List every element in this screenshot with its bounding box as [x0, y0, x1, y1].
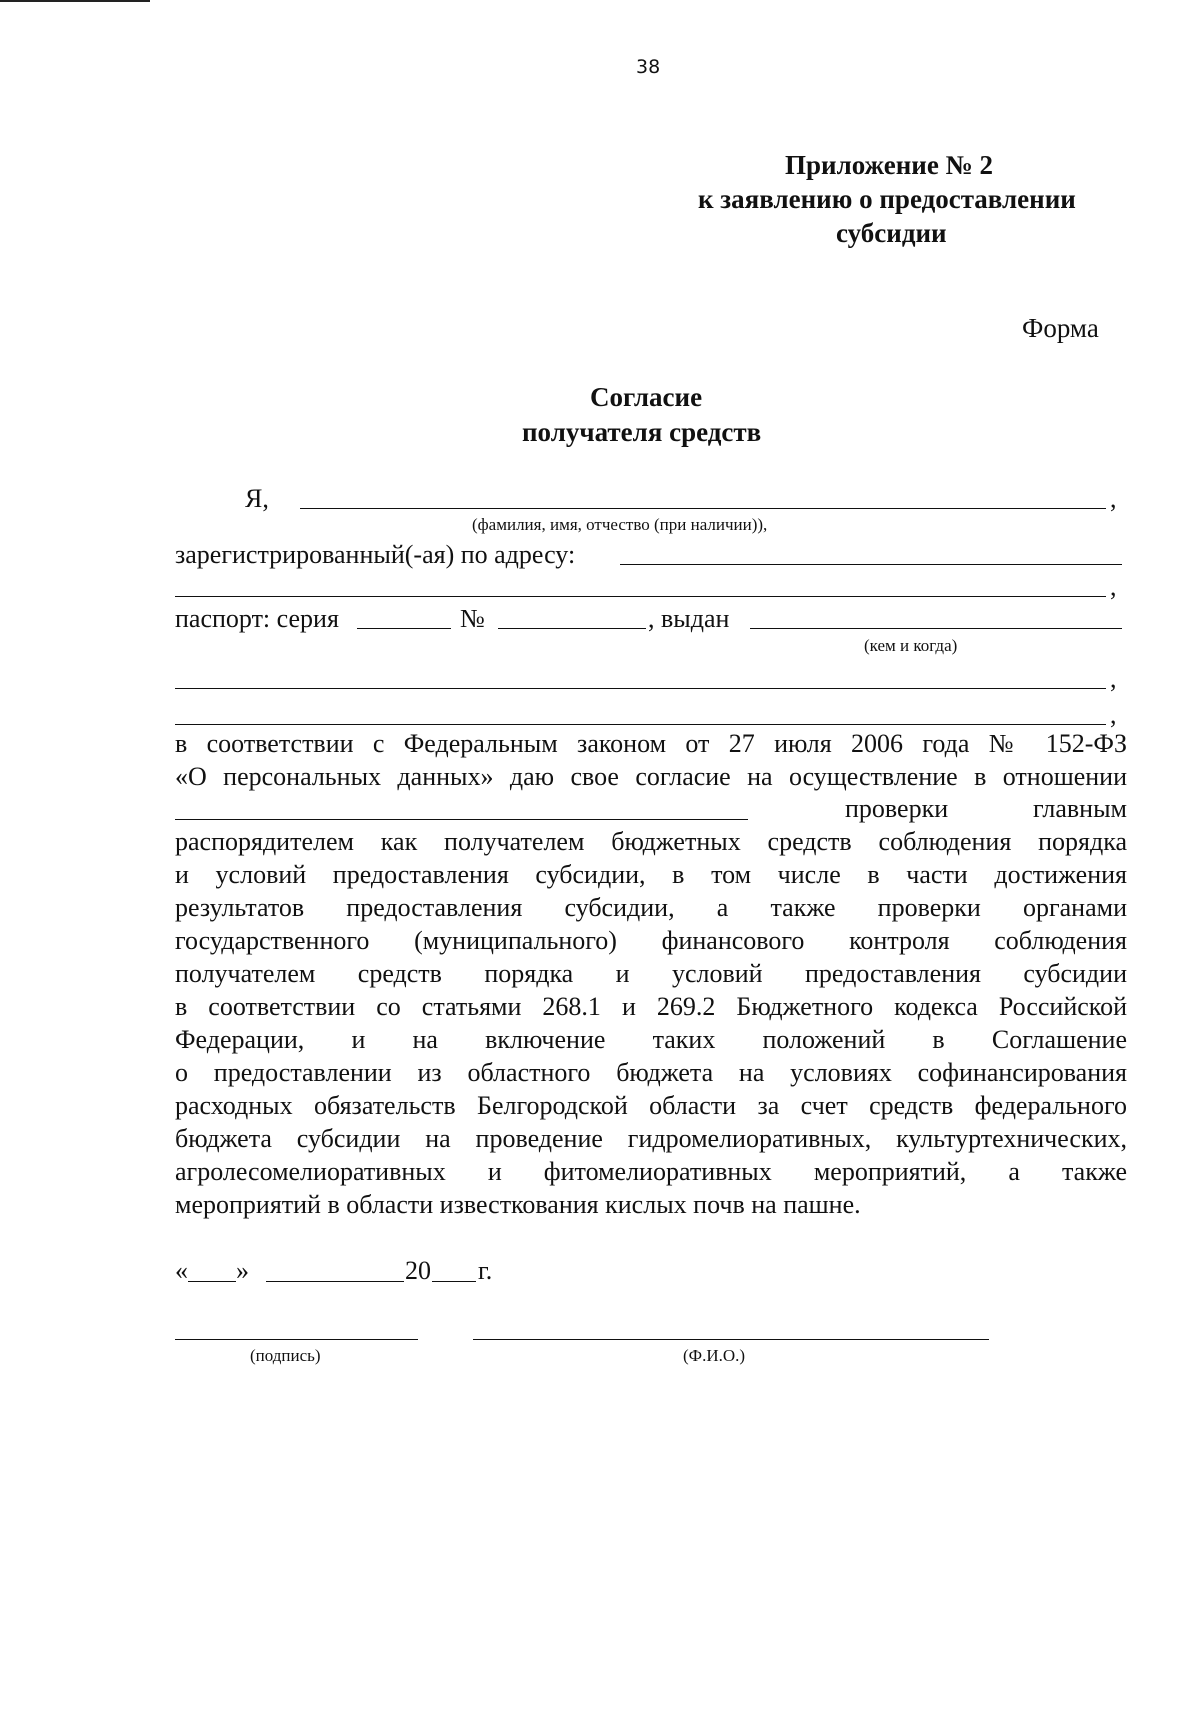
date-close-quote: »: [236, 1256, 249, 1285]
issued-by-field[interactable]: [750, 628, 1122, 629]
signature-field[interactable]: [175, 1339, 418, 1340]
date-day-field[interactable]: [188, 1281, 236, 1282]
consent-line: агролесомелиоративных и фитомелиоративных мероприятий, а также: [175, 1157, 1127, 1186]
passport-series-label: паспорт: серия: [175, 604, 339, 633]
consent-line: получателем средств порядка и условий предоставления субсидии: [175, 959, 1127, 988]
consent-line: расходных обязательств Белгородской области за счет средств федерального: [175, 1091, 1127, 1120]
consent-line: о предоставлении из областного бюджета на условиях софинансирования: [175, 1058, 1127, 1087]
consent-line-last: мероприятий в области известкования кислых почв на пашне.: [175, 1190, 861, 1219]
consent-line: и условий предоставления субсидии, в том числе в части достижения: [175, 860, 1127, 889]
i-label: Я,: [245, 484, 269, 513]
date-month-field[interactable]: [266, 1281, 404, 1282]
registered-label: зарегистрированный(-ая) по адресу:: [175, 540, 576, 569]
issued-by-field-line-2[interactable]: [175, 688, 1106, 689]
date-year-prefix: 20: [405, 1256, 431, 1285]
consent-line: Федерации, и на включение таких положений в Соглашение: [175, 1025, 1127, 1054]
issued-comma-2: ,: [1110, 700, 1117, 729]
fio-field[interactable]: [300, 508, 1106, 509]
date-open-quote: «: [175, 1256, 188, 1285]
address-field-line-2[interactable]: [175, 596, 1106, 597]
passport-number-field[interactable]: [498, 628, 646, 629]
appendix-line-1: Приложение № 2: [785, 150, 993, 180]
consent-line: в соответствии с Федеральным законом от 27 июля 2006 года № 152-ФЗ: [175, 729, 1127, 758]
issued-comma-1: ,: [1110, 664, 1117, 693]
appendix-line-3: субсидии: [836, 218, 947, 248]
document-title-line-1: Согласие: [590, 382, 703, 412]
fio-comma: ,: [1110, 484, 1117, 513]
document-title-line-2: получателя средств: [522, 417, 762, 447]
date-year-field[interactable]: [432, 1281, 476, 1282]
fio-signature-field[interactable]: [473, 1339, 989, 1340]
passport-number-label: №: [460, 604, 485, 633]
issued-caption: (кем и когда): [864, 636, 958, 655]
consent-subject-field[interactable]: [175, 819, 748, 820]
consent-blank-tail: проверки главным: [845, 794, 1127, 823]
address-field[interactable]: [620, 564, 1122, 565]
appendix-line-2: к заявлению о предоставлении: [698, 184, 1076, 214]
consent-line: распорядителем как получателем бюджетных средств соблюдения порядка: [175, 827, 1127, 856]
consent-line: в соответствии со статьями 268.1 и 269.2 Бюджетного кодекса Российской: [175, 992, 1127, 1021]
fio-caption: (фамилия, имя, отчество (при наличии)),: [472, 515, 768, 534]
issued-label: , выдан: [648, 604, 730, 633]
passport-series-field[interactable]: [357, 628, 451, 629]
signature-caption: (подпись): [250, 1346, 321, 1365]
address-comma: ,: [1110, 572, 1117, 601]
fio-signature-caption: (Ф.И.О.): [683, 1346, 746, 1365]
consent-line: государственного (муниципального) финансового контроля соблюдения: [175, 926, 1127, 955]
scan-edge-line: [0, 0, 150, 2]
consent-line: результатов предоставления субсидии, а также проверки органами: [175, 893, 1127, 922]
consent-line: «О персональных данных» даю свое согласие на осуществление в отношении: [175, 762, 1127, 791]
issued-by-field-line-3[interactable]: [175, 724, 1106, 725]
consent-line: бюджета субсидии на проведение гидромелиоративных, культуртехнических,: [175, 1124, 1127, 1153]
form-label: Форма: [1022, 313, 1099, 343]
date-year-suffix: г.: [478, 1256, 493, 1285]
page-number: 38: [636, 56, 661, 78]
